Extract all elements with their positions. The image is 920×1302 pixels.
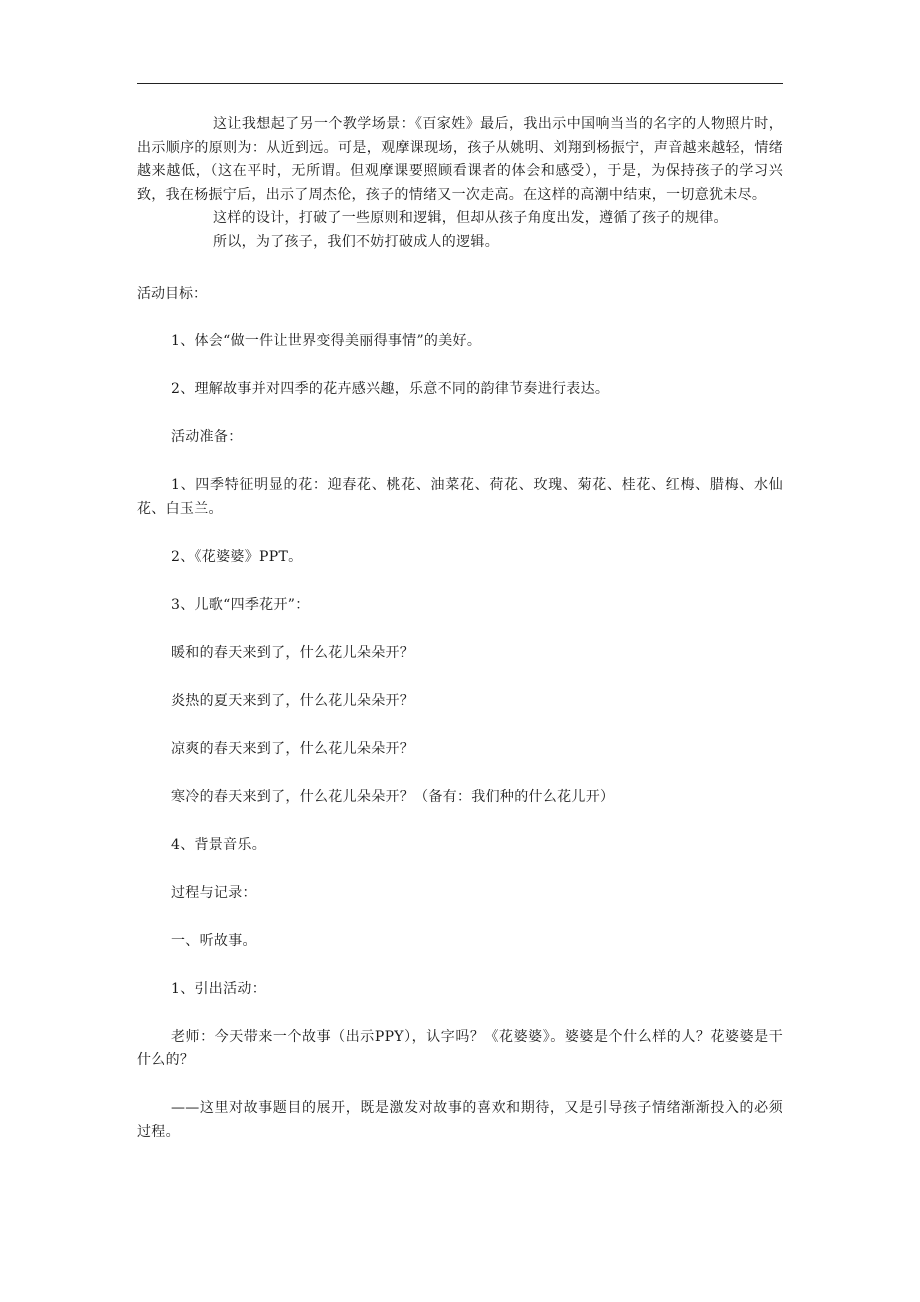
- prep-item-2: 2、《花婆婆》PPT。: [171, 548, 303, 565]
- process-heading: 过程与记录：: [171, 884, 257, 901]
- goal-item-1: 1、体会“做一件让世界变得美丽得事情”的美好。: [171, 333, 482, 349]
- song-line-1: 暖和的春天来到了，什么花儿朵朵开？: [171, 644, 415, 661]
- song-line-3: 凉爽的春天来到了，什么花儿朵朵开？: [171, 740, 415, 757]
- goal-item-2: 2、理解故事并对四季的花卉感兴趣，乐意不同的韵律节奏进行表达。: [171, 381, 610, 397]
- intro-paragraph-3: 所以，为了孩子，我们不妨打破成人的逻辑。: [213, 233, 499, 250]
- process-step-1: 一、听故事。: [171, 932, 257, 949]
- song-line-2: 炎热的夏天来到了，什么花儿朵朵开？: [171, 692, 415, 709]
- prep-item-4: 4、背景音乐。: [171, 836, 267, 853]
- song-line-4: 寒冷的春天来到了，什么花儿朵朵开？（备有：我们种的什么花儿开）: [171, 788, 615, 805]
- prep-item-1: 1、四季特征明显的花：迎春花、桃花、油菜花、荷花、玫瑰、菊花、桂花、红梅、腊梅、水仙花、白玉兰。: [137, 477, 783, 517]
- teaching-note: ——这里对故事题目的展开，既是激发对故事的喜欢和期待，又是引导孩子情绪渐渐投入的必须过程。: [137, 1100, 783, 1140]
- intro-section: [137, 113, 783, 254]
- body-section: [137, 330, 783, 1169]
- teacher-dialogue: 老师：今天带来一个故事（出示PPY），认字吗？《花婆婆》。婆婆是个什么样的人？花婆婆是干什么的？: [137, 1028, 783, 1068]
- header-rule: [137, 83, 783, 84]
- goals-heading: 活动目标：: [137, 286, 207, 302]
- prep-item-3: 3、儿歌“四季花开”：: [171, 596, 310, 613]
- process-substep-1: 1、引出活动：: [171, 980, 267, 997]
- prep-heading: 活动准备：: [171, 429, 243, 445]
- intro-paragraph-1: 这让我想起了另一个教学场景：《百家姓》最后，我出示中国响当当的名字的人物照片时，出示顺序的原则为：从近到远。可是，观摩课现场，孩子从姚明、刘翔到杨振宁，声音越来越轻，情绪越来越低，（这在平时，无所谓。但观摩课要照顾看课者的体会和感受），于是，为保持孩子的学习兴致，我在杨振宁后，出示了周杰伦，孩子的情绪又一次走高。在这样的高潮中结束，一切意犹未尽。: [137, 116, 783, 203]
- intro-paragraph-2: 这样的设计，打破了一些原则和逻辑，但却从孩子角度出发，遵循了孩子的规律。: [213, 210, 728, 226]
